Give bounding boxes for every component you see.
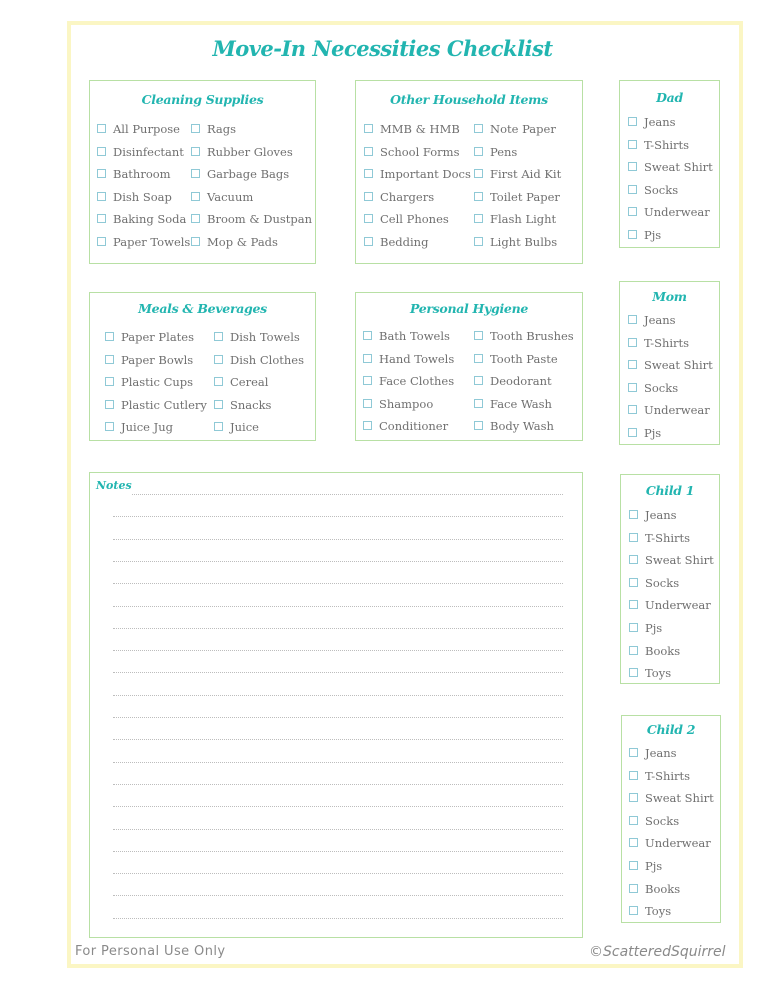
notes-line: [113, 895, 563, 896]
checklist-item-label: Bath Towels: [379, 329, 450, 343]
checklist-item-label: Dish Towels: [230, 330, 300, 344]
notes-line: [113, 918, 563, 919]
notes-line: [113, 628, 563, 629]
checkbox[interactable]: [214, 422, 223, 431]
checkbox[interactable]: [191, 124, 200, 133]
checklist-item-label: Broom & Dustpan: [207, 212, 313, 226]
footer-personal-use: For Personal Use Only: [75, 944, 226, 959]
notes-line: [113, 784, 563, 785]
checklist-item-label: Snacks: [230, 397, 272, 412]
child-2-section: [621, 715, 721, 923]
section-title: Cleaning Supplies: [141, 92, 264, 107]
checklist-item-label: Pens: [490, 144, 518, 159]
notes-line: [113, 762, 563, 763]
checklist-item-label: Pjs: [645, 859, 663, 873]
checklist-item-label: Shampoo: [379, 396, 434, 411]
checkbox[interactable]: [364, 147, 373, 156]
checkbox[interactable]: [474, 237, 483, 246]
checklist-item-label: Underwear: [644, 205, 710, 220]
cleaning-supplies-section: [89, 80, 316, 264]
checkbox[interactable]: [363, 331, 372, 340]
checklist-item-label: Jeans: [644, 115, 676, 129]
checkbox[interactable]: [628, 428, 637, 437]
checklist-item-label: Pjs: [644, 228, 662, 242]
checklist-item-label: Socks: [645, 575, 680, 590]
checkbox[interactable]: [629, 510, 638, 519]
checkbox[interactable]: [628, 360, 637, 369]
checklist-item-label: Sweat Shirt: [645, 791, 714, 806]
checkbox[interactable]: [191, 192, 200, 201]
checkbox[interactable]: [474, 147, 483, 156]
checklist-item-label: Books: [645, 881, 681, 896]
checkbox[interactable]: [474, 354, 483, 363]
checklist-item-label: Face Clothes: [379, 374, 455, 388]
checkbox[interactable]: [97, 169, 106, 178]
checkbox[interactable]: [474, 399, 483, 408]
checkbox[interactable]: [214, 377, 223, 386]
checkbox[interactable]: [629, 838, 638, 847]
checkbox[interactable]: [364, 124, 373, 133]
checkbox[interactable]: [474, 376, 483, 385]
checklist-item-label: Toilet Paper: [490, 189, 560, 204]
checklist-item-label: Garbage Bags: [207, 167, 290, 181]
checkbox[interactable]: [214, 355, 223, 364]
section-title: Child 1: [645, 483, 695, 498]
checklist-item-label: Juice Jug: [121, 420, 173, 434]
notes-line: [113, 717, 563, 718]
checkbox[interactable]: [628, 162, 637, 171]
checkbox[interactable]: [629, 861, 638, 870]
notes-line: [113, 739, 563, 740]
checklist-item-label: Plastic Cups: [121, 375, 194, 389]
checklist-item-label: Bedding: [380, 234, 429, 249]
checklist-item-label: Underwear: [645, 836, 711, 851]
checklist-item-label: Sweat Shirt: [644, 160, 713, 175]
checkbox[interactable]: [628, 185, 637, 194]
checkbox[interactable]: [474, 124, 483, 133]
checklist-item-label: Socks: [644, 182, 679, 197]
checkbox[interactable]: [363, 399, 372, 408]
checkbox[interactable]: [629, 578, 638, 587]
checkbox[interactable]: [364, 169, 373, 178]
checkbox[interactable]: [628, 230, 637, 239]
checkbox[interactable]: [629, 884, 638, 893]
checklist-item-label: Dish Clothes: [230, 352, 304, 367]
checklist-item-label: Juice: [230, 420, 259, 434]
notes-line: [132, 494, 563, 495]
checkbox[interactable]: [628, 140, 637, 149]
notes-line: [113, 829, 563, 830]
checkbox[interactable]: [364, 214, 373, 223]
checklist-item-label: Light Bulbs: [490, 234, 558, 249]
checklist-item-label: Jeans: [645, 746, 677, 760]
checkbox[interactable]: [628, 117, 637, 126]
checkbox[interactable]: [191, 214, 200, 223]
checkbox[interactable]: [628, 405, 637, 414]
checklist-item-label: Bathroom: [113, 167, 171, 181]
checklist-item-label: Flash Light: [490, 212, 557, 226]
checkbox[interactable]: [214, 400, 223, 409]
checklist-item-label: Cereal: [230, 375, 269, 389]
checkbox[interactable]: [191, 237, 200, 246]
section-title: Mom: [652, 289, 687, 304]
checkbox[interactable]: [474, 421, 483, 430]
checklist-item-label: Rags: [207, 122, 237, 136]
checkbox[interactable]: [474, 192, 483, 201]
checkbox[interactable]: [105, 422, 114, 431]
checklist-item-label: Paper Bowls: [121, 352, 194, 367]
checklist-item-label: Note Paper: [490, 122, 556, 136]
section-title: Dad: [656, 90, 683, 105]
notes-line: [113, 695, 563, 696]
checklist-item-label: Tooth Brushes: [490, 329, 574, 343]
checklist-item-label: Tooth Paste: [490, 351, 558, 366]
notes-line: [113, 539, 563, 540]
checkbox[interactable]: [629, 555, 638, 564]
checklist-item-label: Paper Plates: [121, 330, 194, 344]
checkbox[interactable]: [97, 147, 106, 156]
checkbox[interactable]: [629, 646, 638, 655]
checklist-item-label: Socks: [645, 813, 680, 828]
checkbox[interactable]: [629, 600, 638, 609]
notes-line: [113, 806, 563, 807]
checklist-item-label: Dish Soap: [113, 189, 172, 204]
checkbox[interactable]: [474, 214, 483, 223]
checklist-item-label: Body Wash: [490, 419, 554, 433]
checkbox[interactable]: [97, 214, 106, 223]
checkbox[interactable]: [214, 332, 223, 341]
checkbox[interactable]: [629, 668, 638, 677]
page-title: Move-In Necessities Checklist: [212, 36, 553, 61]
checklist-item-label: Important Docs: [380, 167, 471, 181]
checklist-item-label: Pjs: [645, 621, 663, 635]
checklist-item-label: Jeans: [644, 313, 676, 327]
checkbox[interactable]: [628, 207, 637, 216]
checkbox[interactable]: [474, 331, 483, 340]
checklist-item-label: Mop & Pads: [207, 234, 278, 249]
checkbox[interactable]: [629, 793, 638, 802]
checkbox[interactable]: [97, 192, 106, 201]
checklist-item-label: MMB & HMB: [380, 122, 460, 136]
checklist-item-label: T-Shirts: [645, 768, 691, 783]
checklist-item-label: Plastic Cutlery: [121, 397, 207, 412]
checklist-item-label: Books: [645, 643, 681, 658]
checkbox[interactable]: [629, 748, 638, 757]
checklist-item-label: Deodorant: [490, 374, 552, 388]
notes-line: [113, 561, 563, 562]
checkbox[interactable]: [629, 533, 638, 542]
checkbox[interactable]: [191, 169, 200, 178]
checkbox[interactable]: [97, 237, 106, 246]
checkbox[interactable]: [628, 383, 637, 392]
section-title: Other Household Items: [390, 92, 548, 107]
checklist-item-label: T-Shirts: [644, 137, 690, 152]
notes-line: [113, 851, 563, 852]
checkbox[interactable]: [105, 400, 114, 409]
checklist-item-label: Pjs: [644, 426, 662, 440]
child-1-section: [620, 474, 720, 684]
checklist-item-label: Toys: [645, 666, 672, 681]
checklist-item-label: Sweat Shirt: [644, 358, 713, 373]
checklist-item-label: First Aid Kit: [490, 167, 562, 181]
checkbox[interactable]: [628, 338, 637, 347]
checklist-item-label: Face Wash: [490, 396, 552, 411]
checklist-item-label: Toys: [645, 904, 672, 919]
section-title: Child 2: [646, 722, 696, 737]
checkbox[interactable]: [363, 376, 372, 385]
checklist-item-label: Conditioner: [379, 419, 449, 433]
checkbox[interactable]: [364, 237, 373, 246]
checklist-item-label: All Purpose: [113, 122, 180, 136]
notes-line: [113, 650, 563, 651]
notes-section: [89, 472, 583, 938]
checklist-item-label: Baking Soda: [113, 212, 187, 226]
checkbox[interactable]: [629, 623, 638, 632]
notes-line: [113, 606, 563, 607]
checklist-item-label: Socks: [644, 380, 679, 395]
checkbox[interactable]: [474, 169, 483, 178]
notes-line: [113, 672, 563, 673]
meals-beverages-section: [89, 292, 316, 441]
checklist-item-label: Rubber Gloves: [207, 144, 293, 159]
checkbox[interactable]: [629, 816, 638, 825]
checkbox[interactable]: [364, 192, 373, 201]
checklist-item-label: Underwear: [645, 598, 711, 613]
checklist-item-label: Cell Phones: [380, 212, 449, 226]
checkbox[interactable]: [105, 377, 114, 386]
checklist-item-label: Underwear: [644, 403, 710, 418]
checklist-item-label: Vacuum: [207, 189, 254, 204]
checkbox[interactable]: [105, 355, 114, 364]
checkbox[interactable]: [191, 147, 200, 156]
section-title: Personal Hygiene: [409, 301, 529, 316]
checkbox[interactable]: [628, 315, 637, 324]
checklist-item-label: Paper Towels: [113, 234, 191, 249]
checklist-item-label: Disinfectant: [113, 144, 184, 159]
checkbox[interactable]: [97, 124, 106, 133]
footer-copyright: ©ScatteredSquirrel: [589, 944, 726, 960]
notes-title: Notes: [96, 479, 132, 492]
mom-section: [619, 281, 720, 445]
notes-line: [113, 516, 563, 517]
household-items-section: [355, 80, 583, 264]
checkbox[interactable]: [363, 421, 372, 430]
dad-section: [619, 80, 720, 248]
checkbox[interactable]: [629, 906, 638, 915]
checkbox[interactable]: [629, 771, 638, 780]
personal-hygiene-section: [355, 292, 583, 441]
checklist-item-label: Chargers: [380, 189, 435, 204]
notes-line: [113, 873, 563, 874]
checklist-item-label: Hand Towels: [379, 351, 455, 366]
checklist-item-label: T-Shirts: [644, 335, 690, 350]
checkbox[interactable]: [105, 332, 114, 341]
checkbox[interactable]: [363, 354, 372, 363]
section-title: Meals & Beverages: [138, 301, 267, 316]
checklist-item-label: T-Shirts: [645, 530, 691, 545]
notes-line: [113, 583, 563, 584]
checklist-item-label: Sweat Shirt: [645, 553, 714, 568]
checklist-item-label: School Forms: [380, 144, 460, 159]
checklist-item-label: Jeans: [645, 508, 677, 522]
